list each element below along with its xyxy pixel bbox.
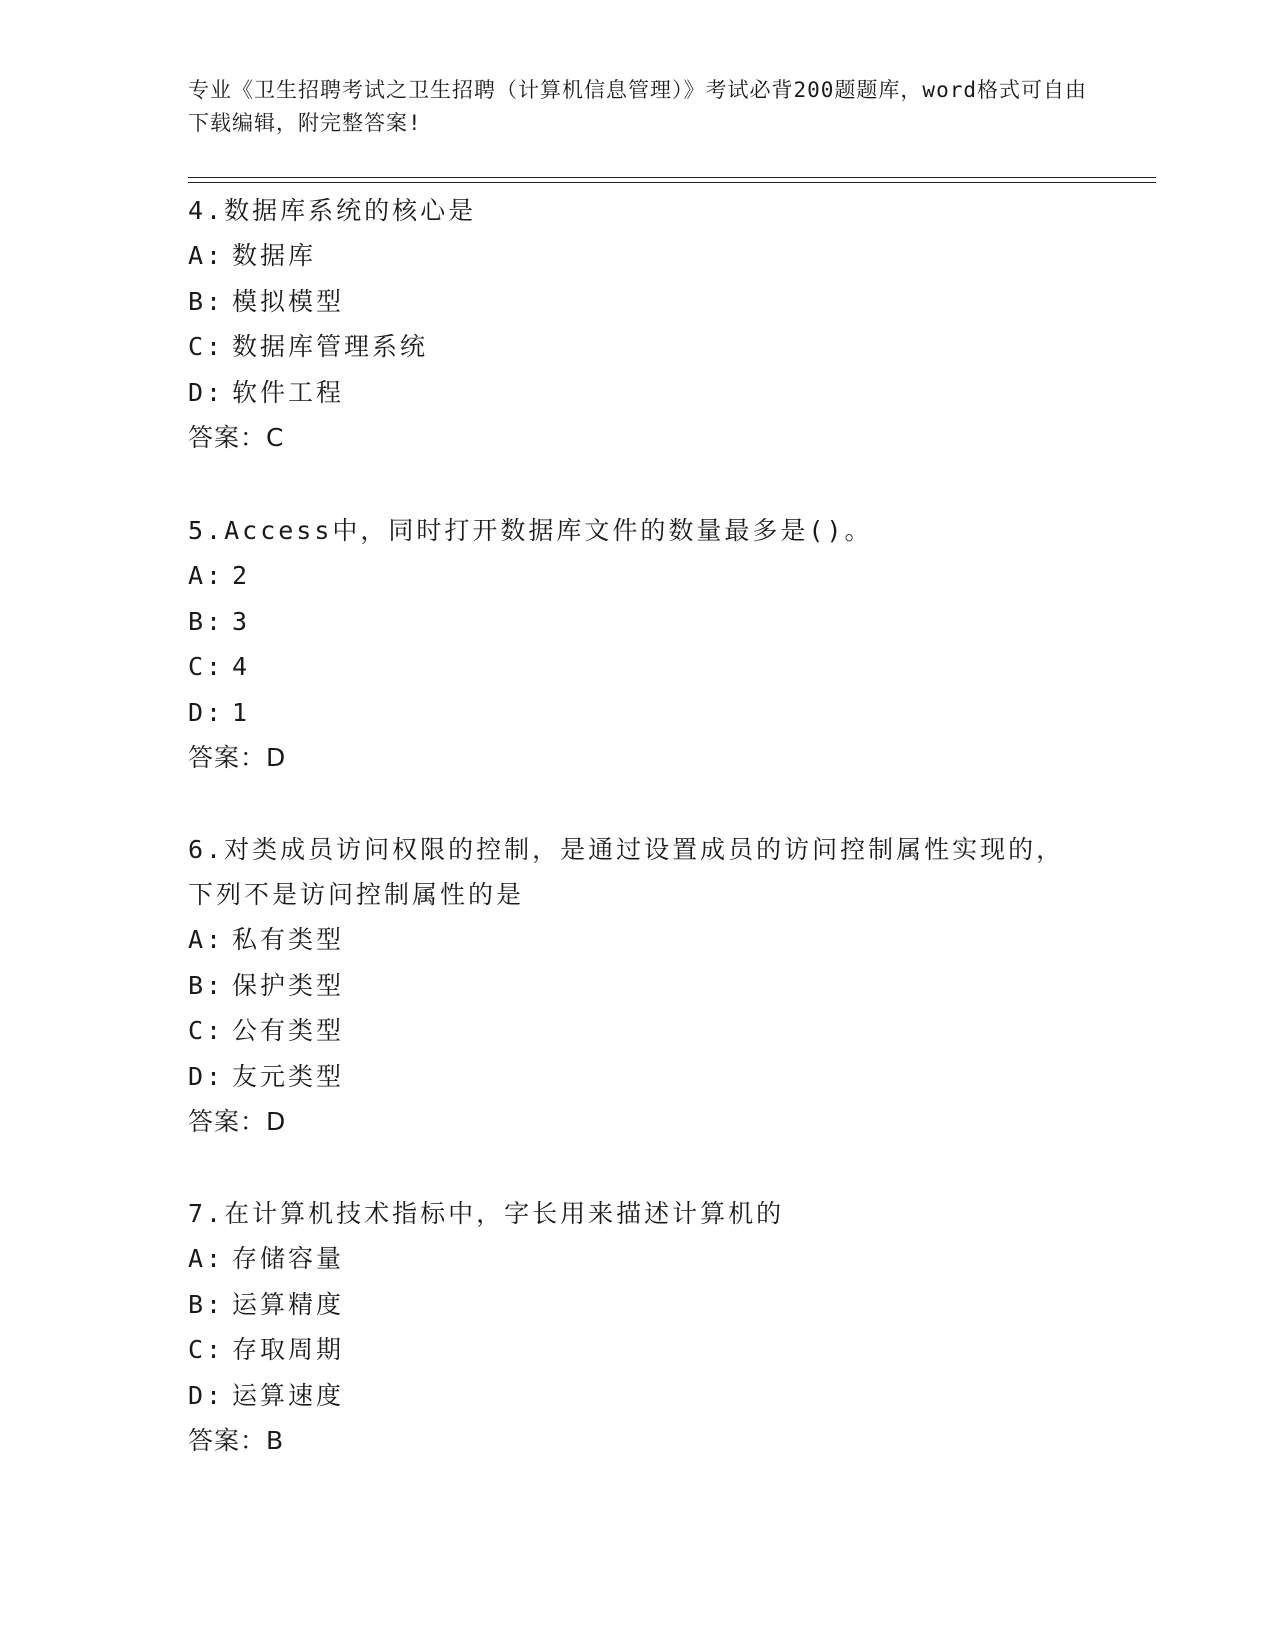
document-header: 专业《卫生招聘考试之卫生招聘（计算机信息管理）》考试必背200题题库，word格式可自由下载编辑，附完整答案! — [188, 78, 1087, 135]
option-letter: B: — [188, 1289, 225, 1319]
answer-line: 答案：C — [188, 423, 285, 452]
question-5 — [188, 508, 1088, 780]
option-text: 数据库管理系统 — [232, 332, 429, 361]
header-rule-top — [188, 177, 1156, 178]
option-d — [188, 1054, 1088, 1100]
option-a — [188, 1236, 1088, 1282]
option-a — [188, 917, 1088, 963]
option-a — [188, 553, 1088, 599]
option-text: 运算精度 — [232, 1289, 345, 1319]
option-b — [188, 963, 1088, 1009]
option-text: 3 — [232, 606, 251, 636]
option-b — [188, 1282, 1088, 1328]
option-letter: D: — [188, 377, 225, 407]
option-text: 软件工程 — [232, 377, 345, 407]
option-letter: B: — [188, 970, 225, 1000]
option-text: 公有类型 — [232, 1016, 345, 1045]
option-text: 存取周期 — [232, 1335, 345, 1364]
option-letter: A: — [188, 561, 225, 590]
option-letter: B: — [188, 286, 225, 316]
question-stem: 5.Access中，同时打开数据库文件的数量最多是()。 — [188, 516, 873, 545]
answer-line: 答案：D — [188, 1107, 287, 1136]
option-letter: B: — [188, 606, 225, 636]
option-d — [188, 1373, 1088, 1419]
question-stem: 6.对类成员访问权限的控制，是通过设置成员的访问控制属性实现的，下列不是访问控制属性的是 — [188, 835, 1065, 909]
option-letter: D: — [188, 697, 225, 727]
option-letter: C: — [188, 652, 225, 681]
option-d — [188, 370, 1088, 416]
question-7 — [188, 1191, 1088, 1463]
option-text: 运算速度 — [232, 1380, 345, 1410]
option-text: 4 — [232, 652, 251, 681]
option-letter: D: — [188, 1061, 225, 1091]
option-letter: D: — [188, 1380, 225, 1410]
option-letter: C: — [188, 1335, 225, 1364]
option-letter: C: — [188, 332, 225, 361]
option-c — [188, 644, 1088, 690]
option-letter: C: — [188, 1016, 225, 1045]
option-c — [188, 1327, 1088, 1373]
answer-line: 答案：B — [188, 1426, 285, 1455]
option-text: 存储容量 — [232, 1244, 345, 1273]
option-b — [188, 599, 1088, 645]
option-c — [188, 324, 1088, 370]
option-letter: A: — [188, 925, 225, 954]
option-d — [188, 690, 1088, 736]
option-c — [188, 1008, 1088, 1054]
option-text: 2 — [232, 561, 251, 590]
option-b — [188, 279, 1088, 325]
header-rule-bottom — [188, 182, 1156, 183]
option-text: 1 — [232, 697, 251, 727]
option-text: 友元类型 — [232, 1061, 345, 1091]
option-text: 模拟模型 — [232, 286, 345, 316]
question-4 — [188, 188, 1088, 460]
option-text: 私有类型 — [232, 925, 345, 954]
question-stem: 4.数据库系统的核心是 — [188, 196, 477, 225]
question-6 — [188, 827, 1088, 1144]
option-letter: A: — [188, 241, 225, 270]
option-a — [188, 233, 1088, 279]
option-text: 数据库 — [232, 241, 317, 270]
option-text: 保护类型 — [232, 970, 345, 1000]
answer-line: 答案：D — [188, 743, 287, 772]
question-stem: 7.在计算机技术指标中，字长用来描述计算机的 — [188, 1199, 785, 1228]
option-letter: A: — [188, 1244, 225, 1273]
